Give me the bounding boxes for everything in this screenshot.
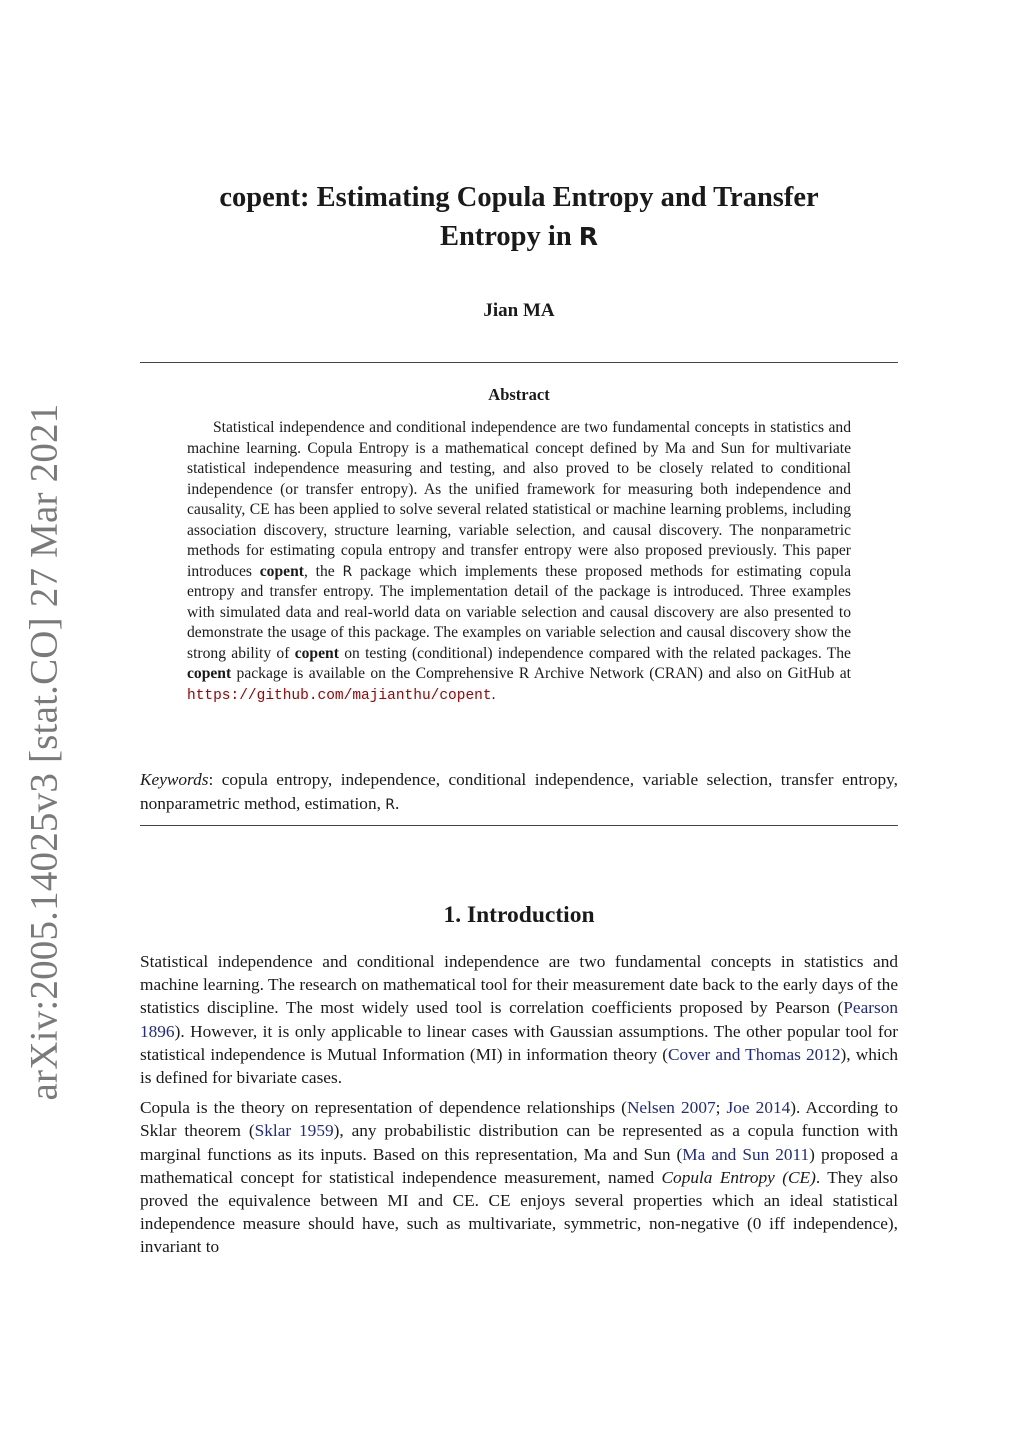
title-r-logo: R [578, 222, 599, 251]
bottom-rule [140, 825, 898, 826]
package-name: copent [294, 644, 339, 662]
abstract-text-3: package which implements these proposed methods for estimating copula entropy and transfer entropy. The implementation detail of the package is introduced. Three examples with simulated data and real-world data on variable selection and causal discovery are also presented to demonstrate the usage of this package. The examples on variable selection and causal discovery show the strong ability of [187, 562, 851, 662]
keywords-label: Keywords [140, 770, 209, 789]
abstract-text-4: on testing (conditional) independence compared with the related packages. The [344, 644, 851, 662]
r-label: R [342, 563, 353, 580]
title-line-2-prefix: Entropy in [439, 221, 572, 252]
title-line-1: copent: Estimating Copula Entropy and Transfer [219, 182, 819, 213]
intro-text: . They also proved the equivalence between MI and CE. CE enjoys several properties which an ideal statistical independence measure should have, such as multivariate, symmetric, non-negative (0 iff independence), invariant to [140, 1167, 898, 1257]
abstract-text-2: , the [303, 562, 335, 580]
intro-text: ), any probabilistic distribution can be represented as a copula function with marginal functions as its inputs. Based on this representation, Ma and Sun ( [140, 1121, 898, 1164]
citation-link[interactable]: Sklar 1959 [254, 1121, 334, 1141]
intro-text: ). According to Sklar theorem ( [140, 1098, 898, 1141]
citation-link[interactable]: Ma and Sun 2011 [682, 1144, 810, 1164]
intro-text: ; [715, 1098, 727, 1118]
intro-paragraph-2 [140, 1096, 898, 1258]
github-link[interactable]: https://github.com/majianthu/copent [187, 687, 492, 704]
intro-text: ). However, it is only applicable to linear cases with Gaussian assumptions. The other popular tool for statistical independence is Mutual Information (MI) in information theory ( [140, 1021, 898, 1064]
abstract-body [187, 418, 851, 706]
author-name: Jian MA [483, 300, 555, 321]
citation-link[interactable]: Nelsen 2007 [626, 1098, 716, 1118]
keywords-text: : copula entropy, independence, conditional independence, variable selection, transfer entropy, nonparametric method, estimation, [140, 770, 898, 813]
abstract-end: . [491, 685, 496, 703]
citation-link[interactable]: Joe 2014 [726, 1098, 791, 1118]
citation-link[interactable]: Pearson 1896 [140, 998, 898, 1041]
intro-text: ), which is defined for bivariate cases. [140, 1044, 898, 1088]
intro-text: Statistical independence and conditional independence are two fundamental concepts in statistics and machine learning. The research on mathematical tool for their measurement date back to the early days of the statistics discipline. The most widely used tool is correlation coefficients proposed by Pearson ( [140, 952, 898, 1018]
abstract-text-5: package is available on the Comprehensive R Archive Network (CRAN) and also on GitHub at [236, 665, 851, 682]
r-label: R [385, 796, 395, 813]
keywords-end: . [394, 793, 400, 813]
intro-text: Copula is the theory on representation of dependence relationships ( [140, 1098, 627, 1118]
intro-body [140, 950, 898, 1266]
arxiv-sidebar-stamp: arXiv:2005.14025v3 [stat.CO] 27 Mar 2021 [22, 403, 66, 1101]
top-rule [140, 362, 898, 363]
intro-text: ) proposed a mathematical concept for statistical independence measurement, named [140, 1144, 898, 1187]
paper-title [140, 178, 898, 256]
abstract-text-1: Statistical independence and conditional independence are two fundamental concepts in statistics and machine learning. Copula Entropy is a mathematical concept defined by Ma and Sun for multivariate statistical independence measuring and testing, and also proved to be closely related to conditional independence (or transfer entropy). As the unified framework for measuring both independence and causality, CE has been applied to solve several related statistical or machine learning problems, including association discovery, structure learning, variable selection, and causal discovery. The nonparametric methods for estimating copula entropy and transfer entropy were also proposed previously. This paper introduces [187, 419, 851, 580]
abstract-paragraph [187, 418, 851, 706]
package-name: copent [259, 562, 304, 580]
abstract-heading: Abstract [488, 385, 550, 404]
intro-paragraph-1 [140, 950, 898, 1089]
keywords [140, 768, 898, 817]
term-copula-entropy: Copula Entropy (CE) [661, 1167, 816, 1187]
section-heading: 1. Introduction [443, 902, 595, 928]
citation-link[interactable]: Cover and Thomas 2012 [668, 1044, 841, 1064]
package-name: copent [187, 665, 232, 682]
